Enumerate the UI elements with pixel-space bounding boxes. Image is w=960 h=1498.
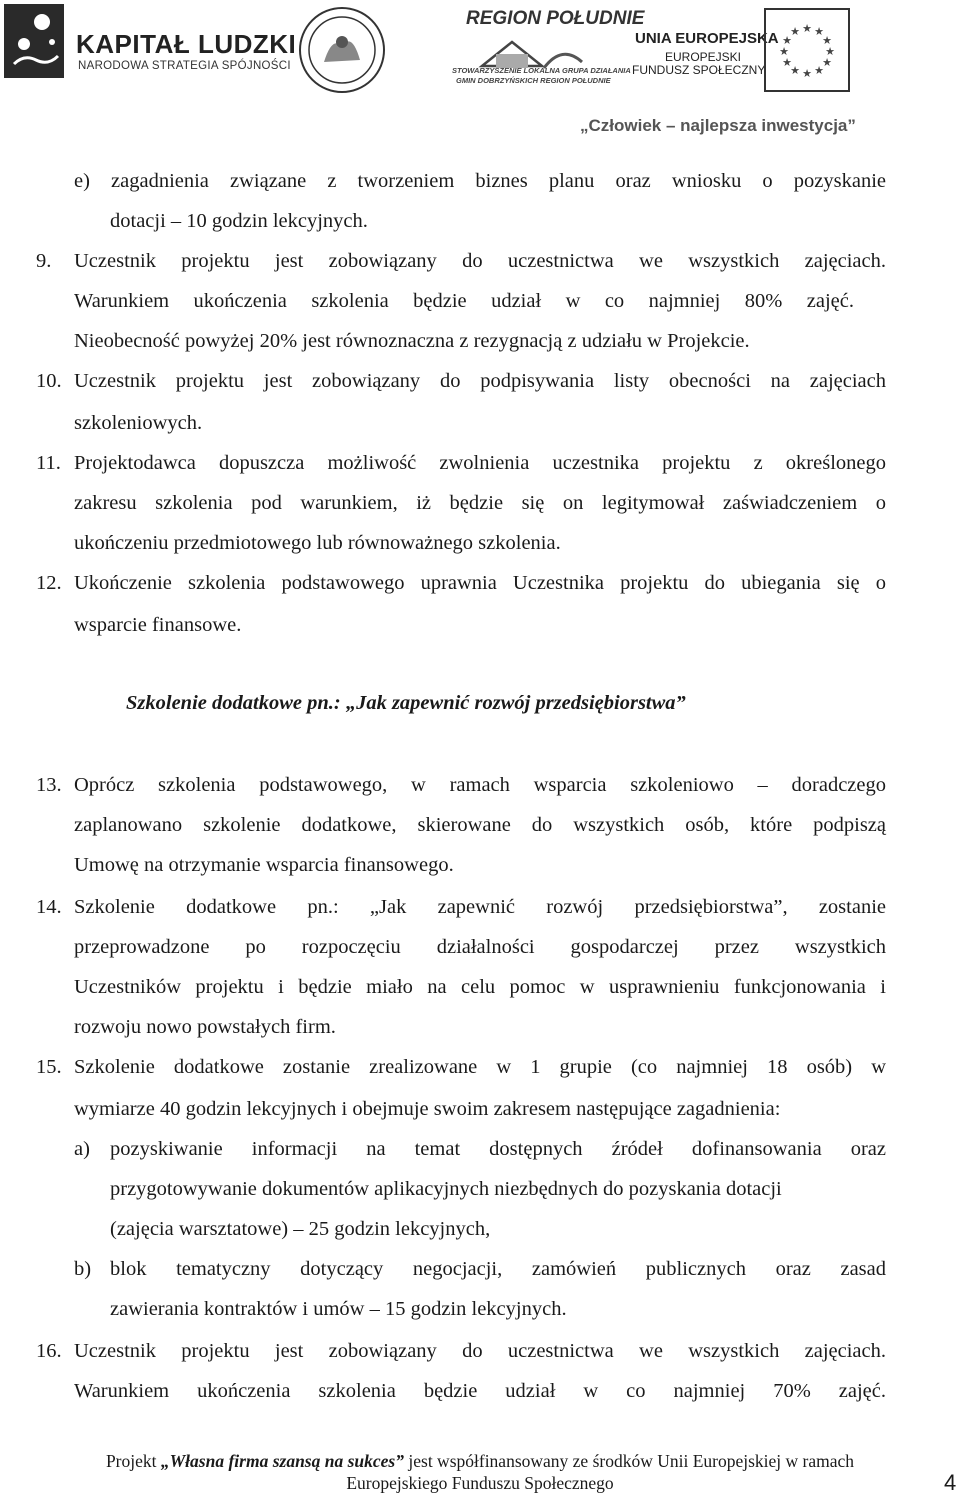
kapital-ludzki-logo <box>4 4 66 80</box>
text-line: Uczestnik projektu jest zobowiązany do uczestnictwa we wszystkich zajęciach. <box>74 1340 886 1362</box>
text-line: Warunkiem ukończenia szkolenia będzie udział w co najmniej 80% zajęć. <box>74 290 854 312</box>
footer-line-2: Europejskiego Funduszu Społecznego <box>346 1473 614 1493</box>
svg-text:★: ★ <box>814 64 824 77</box>
text-line: pozyskiwanie informacji na temat dostępnych źródeł dofinansowania oraz <box>110 1138 886 1160</box>
svg-text:★: ★ <box>790 64 800 77</box>
svg-text:★: ★ <box>790 25 800 38</box>
region-subtitle-2: GMIN DOBRZYŃSKICH REGION POŁUDNIE <box>456 76 611 85</box>
text-line: Uczestnik projektu jest zobowiązany do podpisywania listy obecności na zajęciach <box>74 370 886 392</box>
text-line: Nieobecność powyżej 20% jest równoznaczna z rezygnacją z udziału w Projekcie. <box>74 330 750 352</box>
footer-prefix: Projekt <box>105 1451 161 1471</box>
svg-text:★: ★ <box>802 67 812 80</box>
kapital-ludzki-title: KAPITAŁ LUDZKI <box>76 29 297 59</box>
text-line: Projektodawca dopuszcza możliwość zwolnienia uczestnika projektu z określonego <box>74 452 886 474</box>
text-line: wymiarze 40 godzin lekcyjnych i obejmuje swoim zakresem następujące zagadnienia: <box>74 1098 781 1120</box>
page-header <box>0 0 960 140</box>
text-line: Szkolenie dodatkowe pn.: „Jak zapewnić rozwój przedsiębiorstwa”, zostanie <box>74 896 886 918</box>
list-number: 12. <box>36 572 62 594</box>
text-line: przeprowadzone po rozpoczęciu działalności gospodarczej przez wszystkich <box>74 936 886 958</box>
section-heading: Szkolenie dodatkowe pn.: „Jak zapewnić rozwój przedsiębiorstwa” <box>126 692 686 714</box>
text-line: zakresu szkolenia pod warunkiem, iż będzie się on legitymował zaświadczeniem o <box>74 492 886 514</box>
page-number: 4 <box>944 1470 957 1495</box>
text-line: Oprócz szkolenia podstawowego, w ramach wsparcia szkoleniowo – doradczego <box>74 774 886 796</box>
svg-text:★: ★ <box>802 22 812 35</box>
text-line: zawierania kontraktów i umów – 15 godzin lekcyjnych. <box>110 1298 567 1320</box>
list-number: 11. <box>36 452 61 474</box>
text-line: przygotowywanie dokumentów aplikacyjnych niezbędnych do pozyskania dotacji <box>110 1178 782 1200</box>
text-line: dotacji – 10 godzin lekcyjnych. <box>110 210 368 232</box>
list-number: 14. <box>36 896 62 918</box>
list-number: 15. <box>36 1056 62 1078</box>
footer-project-title: „Własna firma szansą na sukces” <box>160 1451 404 1471</box>
svg-text:★: ★ <box>779 45 789 58</box>
region-title: REGION POŁUDNIE <box>466 8 645 29</box>
footer-line-1 <box>0 1450 960 1472</box>
ue-title: UNIA EUROPEJSKA <box>635 30 779 47</box>
svg-text:★: ★ <box>822 34 832 47</box>
text-line: blok tematyczny dotyczący negocjacji, zamówień publicznych oraz zasad <box>110 1258 886 1280</box>
list-number: 13. <box>36 774 62 796</box>
svg-text:★: ★ <box>822 56 832 69</box>
text-line: Umowę na otrzymanie wsparcia finansowego. <box>74 854 454 876</box>
text-line: zaplanowano szkolenie dodatkowe, skierowane do wszystkich osób, które podpiszą <box>74 814 886 836</box>
list-letter: a) <box>74 1138 90 1160</box>
kapital-ludzki-subtitle: NARODOWA STRATEGIA SPÓJNOŚCI <box>78 60 291 72</box>
list-number: 9. <box>36 250 52 272</box>
svg-text:★: ★ <box>782 34 792 47</box>
list-number: 10. <box>36 370 62 392</box>
text-line: Uczestników projektu i będzie miało na celu pomoc w usprawnieniu funkcjonowania i <box>74 976 886 998</box>
text-line: ukończeniu przedmiotowego lub równoważnego szkolenia. <box>74 532 561 554</box>
slogan: „Człowiek – najlepsza inwestycja” <box>580 116 856 135</box>
text-line: szkoleniowych. <box>74 412 203 434</box>
svg-text:★: ★ <box>782 56 792 69</box>
list-letter: b) <box>74 1258 92 1280</box>
ue-line-2: EUROPEJSKI <box>665 50 742 64</box>
text-line: Szkolenie dodatkowe zostanie zrealizowane w 1 grupie (co najmniej 18 osób) w <box>74 1056 886 1078</box>
page-footer <box>0 1450 960 1494</box>
association-seal-logo <box>298 6 386 94</box>
text-line: (zajęcia warsztatowe) – 25 godzin lekcyjnych, <box>110 1218 491 1240</box>
text-line: e) zagadnienia związane z tworzeniem biznes planu oraz wniosku o pozyskanie <box>74 170 886 192</box>
ue-line-3: FUNDUSZ SPOŁECZNY <box>632 63 766 77</box>
eu-flag-logo <box>764 8 850 92</box>
text-line: wsparcie finansowe. <box>74 614 242 636</box>
text-line: Warunkiem ukończenia szkolenia będzie udział w co najmniej 70% zajęć. <box>74 1380 886 1402</box>
text-line: Uczestnik projektu jest zobowiązany do uczestnictwa we wszystkich zajęciach. <box>74 250 886 272</box>
list-number: 16. <box>36 1340 62 1362</box>
svg-text:★: ★ <box>825 45 835 58</box>
text-line: rozwoju nowo powstałych firm. <box>74 1016 336 1038</box>
text-line: Ukończenie szkolenia podstawowego uprawnia Uczestnika projektu do ubiegania się o <box>74 572 886 594</box>
region-subtitle-1: STOWARZYSZENIE LOKALNA GRUPA DZIAŁANIA <box>452 66 631 75</box>
svg-text:★: ★ <box>814 25 824 38</box>
footer-suffix: jest współfinansowany ze środków Unii Europejskiej w ramach <box>404 1451 855 1471</box>
